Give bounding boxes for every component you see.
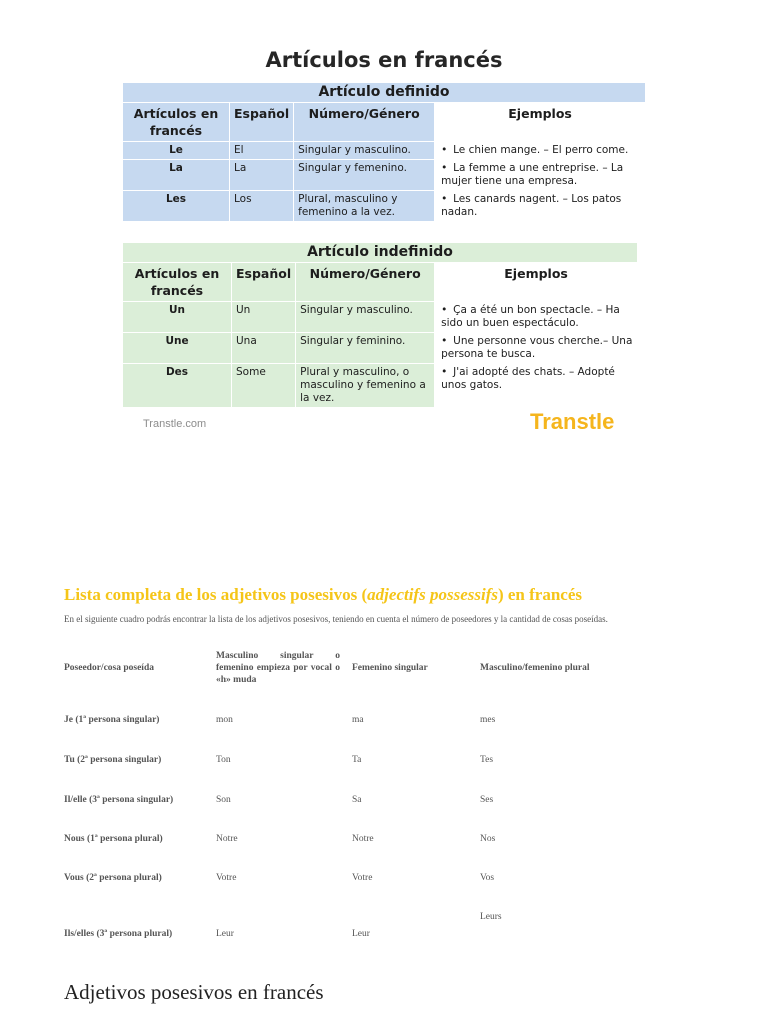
masc-cell: mon — [216, 715, 233, 725]
plural-cell: Tes — [480, 755, 494, 765]
plural-cell: Nos — [480, 834, 496, 844]
article-cell: Le — [123, 142, 229, 159]
indefinite-article-table — [122, 242, 638, 408]
definite-section-title: Artículo definido — [123, 83, 645, 102]
indefinite-section-title: Artículo indefinido — [123, 243, 637, 262]
col-header-number-gender: Número/Género — [294, 103, 434, 141]
heading-italic: adjectifs possessifs — [367, 585, 498, 604]
bottom-section-heading: Adjetivos posesivos en francés — [64, 980, 324, 1004]
spanish-cell: La — [230, 160, 293, 190]
table-row — [123, 364, 637, 407]
example-text: J'ai adopté des chats. – Adopté unos gatos. — [441, 366, 615, 391]
col-header-examples: Ejemplos — [435, 263, 637, 301]
example-text: Les canards nagent. – Los patos nadan. — [441, 193, 622, 218]
col-header-fem: Femenino singular — [352, 663, 428, 673]
intro-paragraph: En el siguiente cuadro podrás encontrar la lista de los adjetivos posesivos, teniendo en cuenta el número de poseedores y la cantidad de cosas poseídas. — [64, 614, 608, 624]
col-header-spanish: Español — [232, 263, 295, 301]
table-row — [123, 160, 645, 190]
fem-cell: Leur — [352, 929, 370, 939]
owner-cell: Tu (2ª persona singular) — [64, 755, 162, 765]
example-text: Le chien mange. – El perro come. — [453, 144, 629, 156]
spanish-cell: Los — [230, 191, 293, 221]
col-header-spanish: Español — [230, 103, 293, 141]
heading-part-1: Lista completa de los adjetivos posesivos ( — [64, 585, 368, 604]
masc-cell: Notre — [216, 834, 238, 844]
article-cell: La — [123, 160, 229, 190]
example-cell — [435, 191, 645, 221]
example-cell — [435, 333, 637, 363]
bullet-icon: • — [441, 144, 448, 156]
owner-cell: Vous (2ª persona plural) — [64, 873, 162, 883]
article-cell: Une — [123, 333, 231, 363]
heading-part-2: ) en francés — [497, 585, 582, 604]
article-cell: Les — [123, 191, 229, 221]
col-header-number-gender: Número/Género — [296, 263, 434, 301]
owner-cell: Ils/elles (3ª persona plural) — [64, 929, 173, 939]
spanish-cell: Un — [232, 302, 295, 332]
table-row — [123, 191, 645, 221]
bullet-icon: • — [441, 193, 448, 205]
fem-cell: Sa — [352, 795, 362, 805]
spanish-cell: El — [230, 142, 293, 159]
plural-cell: Leurs — [480, 912, 502, 922]
col-header-examples: Ejemplos — [435, 103, 645, 141]
transtle-logo: Transtle — [530, 409, 615, 434]
col-header-owner: Poseedor/cosa poseída — [64, 663, 154, 673]
owner-cell: Il/elle (3ª persona singular) — [64, 795, 174, 805]
example-text: Ça a été un bon spectacle. – Ha sido un buen espectáculo. — [441, 304, 620, 329]
bullet-icon: • — [441, 162, 448, 174]
col-header-masc: Masculino singular o femenino empieza por vocal o «h» muda — [216, 651, 340, 685]
bullet-icon: • — [441, 304, 448, 316]
masc-cell: Ton — [216, 755, 231, 765]
masc-cell: Votre — [216, 873, 237, 883]
col-header-plural: Masculino/femenino plural — [480, 663, 590, 673]
masc-cell: Son — [216, 795, 231, 805]
example-cell — [435, 160, 645, 190]
spanish-cell: Una — [232, 333, 295, 363]
spanish-cell: Some — [232, 364, 295, 407]
article-cell: Des — [123, 364, 231, 407]
plural-cell: mes — [480, 715, 496, 725]
example-text: La femme a une entreprise. – La mujer tiene una empresa. — [441, 162, 624, 187]
fem-cell: ma — [352, 715, 364, 725]
example-cell — [435, 364, 637, 407]
example-cell — [435, 142, 645, 159]
number-gender-cell: Singular y femenino. — [294, 160, 434, 190]
fem-cell: Votre — [352, 873, 373, 883]
plural-cell: Vos — [480, 873, 495, 883]
number-gender-cell: Plural, masculino y femenino a la vez. — [294, 191, 434, 221]
bullet-icon: • — [441, 335, 448, 347]
fem-cell: Ta — [352, 755, 362, 765]
example-cell — [435, 302, 637, 332]
owner-cell: Je (1ª persona singular) — [64, 715, 160, 725]
number-gender-cell: Singular y masculino. — [296, 302, 434, 332]
col-header-articles: Artículos en francés — [123, 103, 229, 141]
table-row — [123, 142, 645, 159]
infographic-source: Transtle.com — [143, 418, 207, 430]
col-header-articles: Artículos en francés — [123, 263, 231, 301]
fem-cell: Notre — [352, 834, 374, 844]
masc-cell: Leur — [216, 929, 234, 939]
owner-cell: Nous (1ª persona plural) — [64, 834, 163, 844]
possessive-adjectives-heading — [64, 585, 582, 605]
bullet-icon: • — [441, 366, 448, 378]
infographic-title: Artículos en francés — [265, 48, 503, 72]
number-gender-cell: Singular y masculino. — [294, 142, 434, 159]
number-gender-cell: Plural y masculino, o masculino y femenino a la vez. — [296, 364, 434, 407]
table-row — [123, 333, 637, 363]
definite-article-table — [122, 82, 646, 222]
example-text: Une personne vous cherche.– Una persona te busca. — [441, 335, 633, 360]
table-row — [123, 302, 637, 332]
plural-cell: Ses — [480, 795, 494, 805]
article-cell: Un — [123, 302, 231, 332]
number-gender-cell: Singular y feminino. — [296, 333, 434, 363]
